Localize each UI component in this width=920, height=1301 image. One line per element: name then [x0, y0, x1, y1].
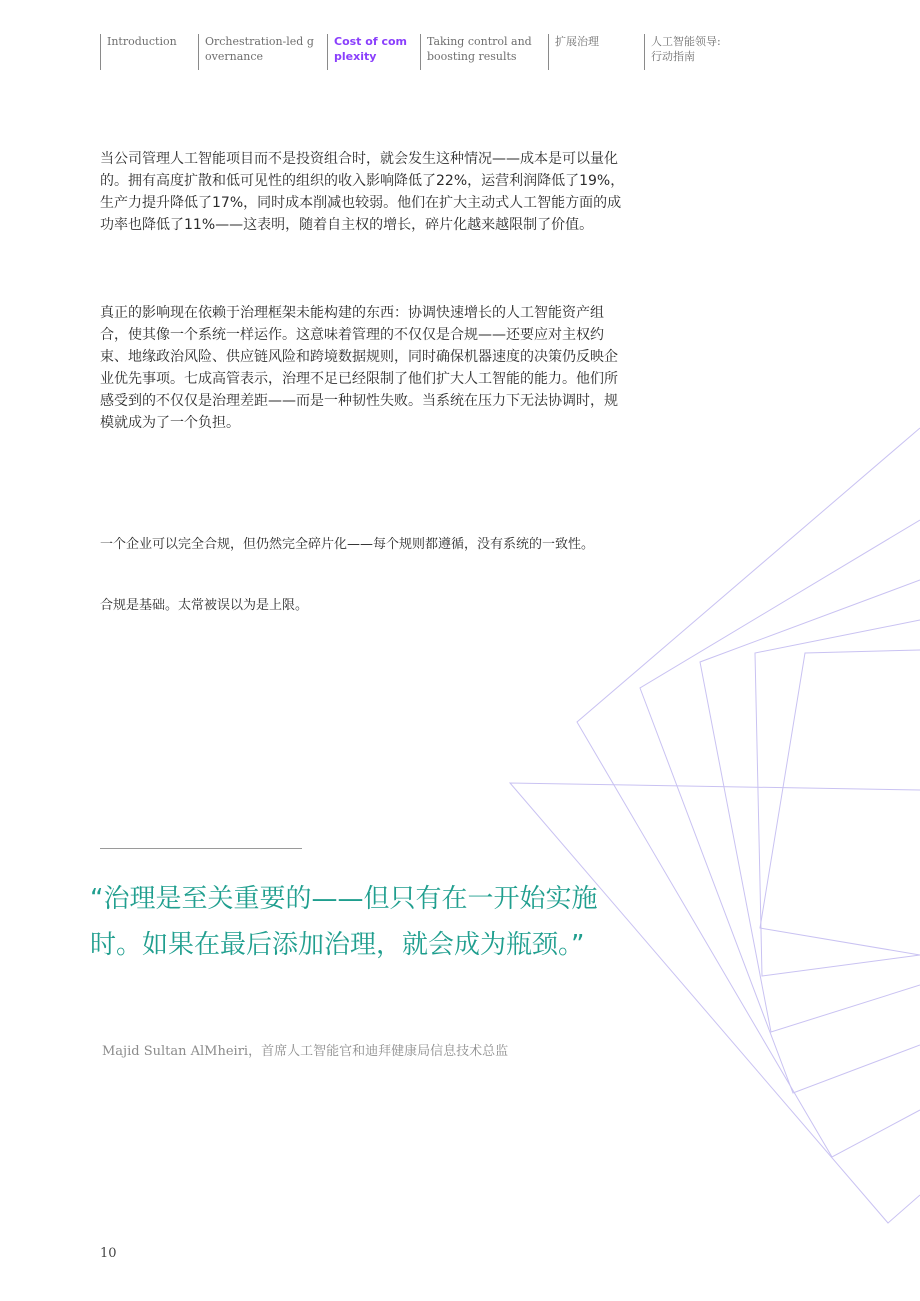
section-navigation — [0, 34, 920, 74]
quote-attribution: Majid Sultan AlMheiri，首席人工智能官和迪拜健康局信息技术总监 — [102, 1044, 509, 1059]
tab-label: Cost of com plexity — [334, 35, 407, 63]
tab-orchestration-led-governance[interactable] — [198, 34, 325, 70]
tab-cost-of-complexity[interactable] — [327, 34, 418, 70]
quote-divider — [100, 848, 302, 849]
tab-introduction[interactable] — [100, 34, 197, 70]
tab-taking-control[interactable] — [420, 34, 545, 70]
callout-text-2: 合规是基础。太常被误以为是上限。 — [100, 598, 309, 613]
tab-scaling-governance[interactable] — [548, 34, 639, 70]
pull-quote: “治理是至关重要的——但只有在一开始实施时。如果在最后添加治理，就会成为瓶颈。” — [90, 884, 598, 960]
tab-label: 人工智能领导: 行动指南 — [651, 35, 721, 63]
tab-label: Taking control and boosting results — [427, 35, 532, 63]
tab-label: Orchestration-led g overnance — [205, 35, 314, 63]
tab-label: Introduction — [107, 35, 177, 48]
body-paragraph-2: 真正的影响现在依赖于治理框架未能构建的东西：协调快速增长的人工智能资产组合，使其像一个系统一样运作。这意味着管理的不仅仅是合规——还要应对主权约束、地缘政治风险、供应链风险和跨境数据规则，同时确保机器速度的决策仍反映企业优先事项。七成高管表示，治理不足已经限制了他们扩大人工智能的能力。他们所感受到的不仅仅是治理差距——而是一种韧性失败。当系统在压力下无法协调时，规模就成为了一个负担。 — [100, 305, 618, 431]
tab-label: 扩展治理 — [555, 35, 599, 48]
callout-text-1: 一个企业可以完全合规，但仍然完全碎片化——每个规则都遵循，没有系统的一致性。 — [100, 537, 595, 552]
tab-ai-leadership-guide[interactable] — [644, 34, 751, 70]
body-paragraph-1: 当公司管理人工智能项目而不是投资组合时，就会发生这种情况——成本是可以量化的。拥有高度扩散和低可见性的组织的收入影响降低了22%，运营利润降低了19%，生产力提升降低了17%，同时成本削减也较弱。他们在扩大主动式人工智能方面的成功率也降低了11%——这表明，随着自主权的增长，碎片化越来越限制了价值。 — [100, 151, 625, 233]
page-number: 10 — [100, 1246, 117, 1261]
